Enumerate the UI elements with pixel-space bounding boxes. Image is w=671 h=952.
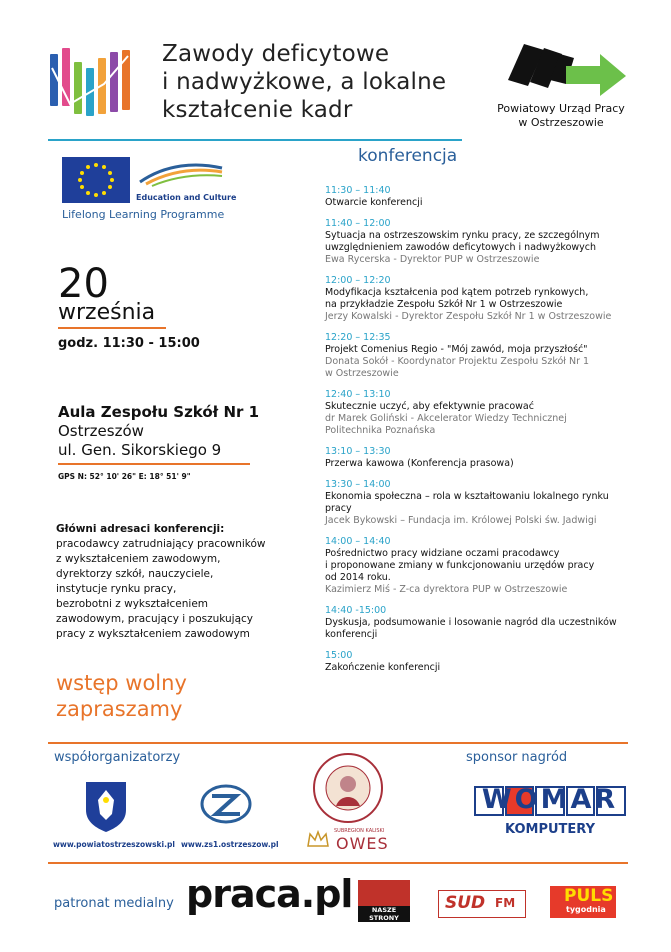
program-speaker-line: Donata Sokół - Koordynator Projektu Zespołu Szkół Nr 1 xyxy=(325,356,590,367)
zs1-logo-icon xyxy=(198,782,254,826)
venue-city: Ostrzeszów xyxy=(58,422,144,440)
program-talk-line: Pośrednictwo pracy widziane oczami pracodawcy xyxy=(325,548,560,559)
footer-divider-top xyxy=(48,742,628,744)
title-line: i nadwyżkowe, a lokalne xyxy=(162,69,447,95)
puls-sub: tygodnia xyxy=(566,905,606,914)
program-talk-line: Ekonomia społeczna – rola w kształtowaniu lokalnego rynku xyxy=(325,491,609,502)
audience-line: pracodawcy zatrudniający pracowników xyxy=(56,538,266,550)
event-day: 20 xyxy=(58,261,109,307)
audience-line: z wykształceniem zawodowym, xyxy=(56,553,221,565)
conference-logo xyxy=(48,48,140,120)
praca-logo: praca.pl xyxy=(186,872,353,916)
invitation-line: zapraszamy xyxy=(56,697,183,721)
llp-label: Lifelong Learning Programme xyxy=(62,208,225,221)
program-time: 14:40 -15:00 xyxy=(325,605,387,616)
owes-crown-icon xyxy=(306,830,330,848)
fundacja-seal-icon xyxy=(312,752,384,824)
program-time: 11:40 – 12:00 xyxy=(325,218,391,229)
owes-subregion: SUBREGION KALISKI xyxy=(334,828,385,834)
program-time: 12:20 – 12:35 xyxy=(325,332,391,343)
program-time: 13:10 – 13:30 xyxy=(325,446,391,457)
sud-fm-label: FM xyxy=(495,896,516,910)
program-talk-line: uwzględnieniem zawodów deficytowych i nadwyżkowych xyxy=(325,242,597,253)
pup-name-line2: w Ostrzeszowie xyxy=(518,116,604,129)
audience-heading: Główni adresaci konferencji: xyxy=(56,523,225,535)
pup-arrow-icon xyxy=(500,40,630,100)
program-speaker-line: Ewa Rycerska - Dyrektor PUP w Ostrzeszowie xyxy=(325,254,540,265)
zs1-url[interactable]: www.zs1.ostrzeszow.pl xyxy=(181,840,279,849)
powiat-crest-icon xyxy=(84,780,128,832)
program-talk-line: pracy xyxy=(325,503,352,514)
conference-label: konferencja xyxy=(358,146,458,166)
program-time: 15:00 xyxy=(325,650,353,661)
program-talk-line: konferencji xyxy=(325,629,378,640)
program-item xyxy=(325,650,635,674)
program-item xyxy=(325,218,635,266)
nasze-strony-label: NASZE STRONY xyxy=(358,906,410,922)
sud-label: SUD xyxy=(445,893,486,913)
program-talk-line: Otwarcie konferencji xyxy=(325,197,423,208)
program-item xyxy=(325,446,635,470)
edu-swoosh-icon xyxy=(136,158,226,188)
pup-name xyxy=(486,102,636,130)
owes-label: OWES xyxy=(336,834,389,853)
page-title xyxy=(162,40,462,124)
nasze-strony-logo xyxy=(358,880,410,922)
title-divider xyxy=(48,139,462,141)
pup-logo xyxy=(500,40,630,100)
puls-tygodnia-logo xyxy=(550,886,616,918)
program-talk-line: Zakończenie konferencji xyxy=(325,662,441,673)
program-time: 12:00 – 12:20 xyxy=(325,275,391,286)
date-divider xyxy=(58,327,166,329)
edu-label: Education and Culture xyxy=(136,193,237,202)
audience-block xyxy=(56,522,296,642)
program-talk-line: Dyskusja, podsumowanie i losowanie nagród dla uczestników xyxy=(325,617,617,628)
event-month: września xyxy=(58,300,156,325)
program-time: 13:30 – 14:00 xyxy=(325,479,391,490)
program-item xyxy=(325,479,635,527)
title-line: Zawody deficytowe xyxy=(162,41,390,67)
audience-line: pracy z wykształceniem zawodowym xyxy=(56,628,250,640)
venue-street: ul. Gen. Sikorskiego 9 xyxy=(58,441,222,459)
audience-line: bezrobotni z wykształceniem xyxy=(56,598,209,610)
audience-line: dyrektorzy szkół, nauczyciele, xyxy=(56,568,214,580)
program-item xyxy=(325,536,635,596)
event-hours: godz. 11:30 - 15:00 xyxy=(58,336,200,351)
program-item xyxy=(325,275,635,323)
program-speaker-line: Jerzy Kowalski - Dyrektor Zespołu Szkół Nr 1 w Ostrzeszowie xyxy=(325,311,612,322)
program-time: 14:00 – 14:40 xyxy=(325,536,391,547)
program-talk-line: na przykładzie Zespołu Szkół Nr 1 w Ostrzeszowie xyxy=(325,299,563,310)
program-talk-line: Modyfikacja kształcenia pod kątem potrzeb rynkowych, xyxy=(325,287,589,298)
pup-name-line1: Powiatowy Urząd Pracy xyxy=(497,102,625,115)
womar-label: WOMAR xyxy=(481,784,619,815)
eu-flag-icon xyxy=(62,157,130,203)
radio-sud-logo xyxy=(438,890,526,918)
program-speaker-line: Jacek Bykowski – Fundacja im. Królowej Polski św. Jadwigi xyxy=(325,515,597,526)
program-item xyxy=(325,332,635,380)
audience-line: instytucje rynku pracy, xyxy=(56,583,177,595)
program-time: 12:40 – 13:10 xyxy=(325,389,391,400)
gps-coordinates: GPS N: 52° 10' 26" E: 18° 51' 9" xyxy=(58,472,191,481)
womar-logo xyxy=(474,786,626,820)
womar-sub: KOMPUTERY xyxy=(504,822,596,837)
patronage-label: patronat medialny xyxy=(54,896,174,911)
program-speaker-line: Politechnika Poznańska xyxy=(325,425,436,436)
powiat-url[interactable]: www.powiatostrzeszowski.pl xyxy=(53,840,175,849)
free-entry xyxy=(56,670,187,722)
title-line: kształcenie kadr xyxy=(162,97,353,123)
footer-divider-bottom xyxy=(48,862,628,864)
program-speaker-line: Kazimierz Miś - Z-ca dyrektora PUP w Ostrzeszowie xyxy=(325,584,568,595)
venue-name: Aula Zespołu Szkół Nr 1 xyxy=(58,403,260,421)
program-speaker-line: w Ostrzeszowie xyxy=(325,368,399,379)
program-time: 11:30 – 11:40 xyxy=(325,185,391,196)
program-talk-line: Sytuacja na ostrzeszowskim rynku pracy, ze szczególnym xyxy=(325,230,600,241)
free-entry-line: wstęp wolny xyxy=(56,671,187,695)
program-item xyxy=(325,389,635,437)
puls-label: PULS xyxy=(564,886,614,906)
program-talk-line: Projekt Comenius Regio - "Mój zawód, moja przyszłość" xyxy=(325,344,588,355)
program-item xyxy=(325,605,635,641)
program-list xyxy=(325,185,635,683)
program-item xyxy=(325,185,635,209)
venue-divider xyxy=(58,463,250,465)
coorganizers-label: współorganizatorzy xyxy=(54,750,181,765)
audience-line: zawodowym, pracujący i poszukujący xyxy=(56,613,254,625)
program-talk-line: i proponowane zmiany w funkcjonowaniu urzędów pracy xyxy=(325,560,595,571)
sponsor-label: sponsor nagród xyxy=(466,750,568,765)
program-speaker-line: dr Marek Goliński - Akcelerator Wiedzy Technicznej xyxy=(325,413,567,424)
program-talk-line: Skutecznie uczyć, aby efektywnie pracować xyxy=(325,401,534,412)
program-talk-line: od 2014 roku. xyxy=(325,572,391,583)
program-talk-line: Przerwa kawowa (Konferencja prasowa) xyxy=(325,458,514,469)
